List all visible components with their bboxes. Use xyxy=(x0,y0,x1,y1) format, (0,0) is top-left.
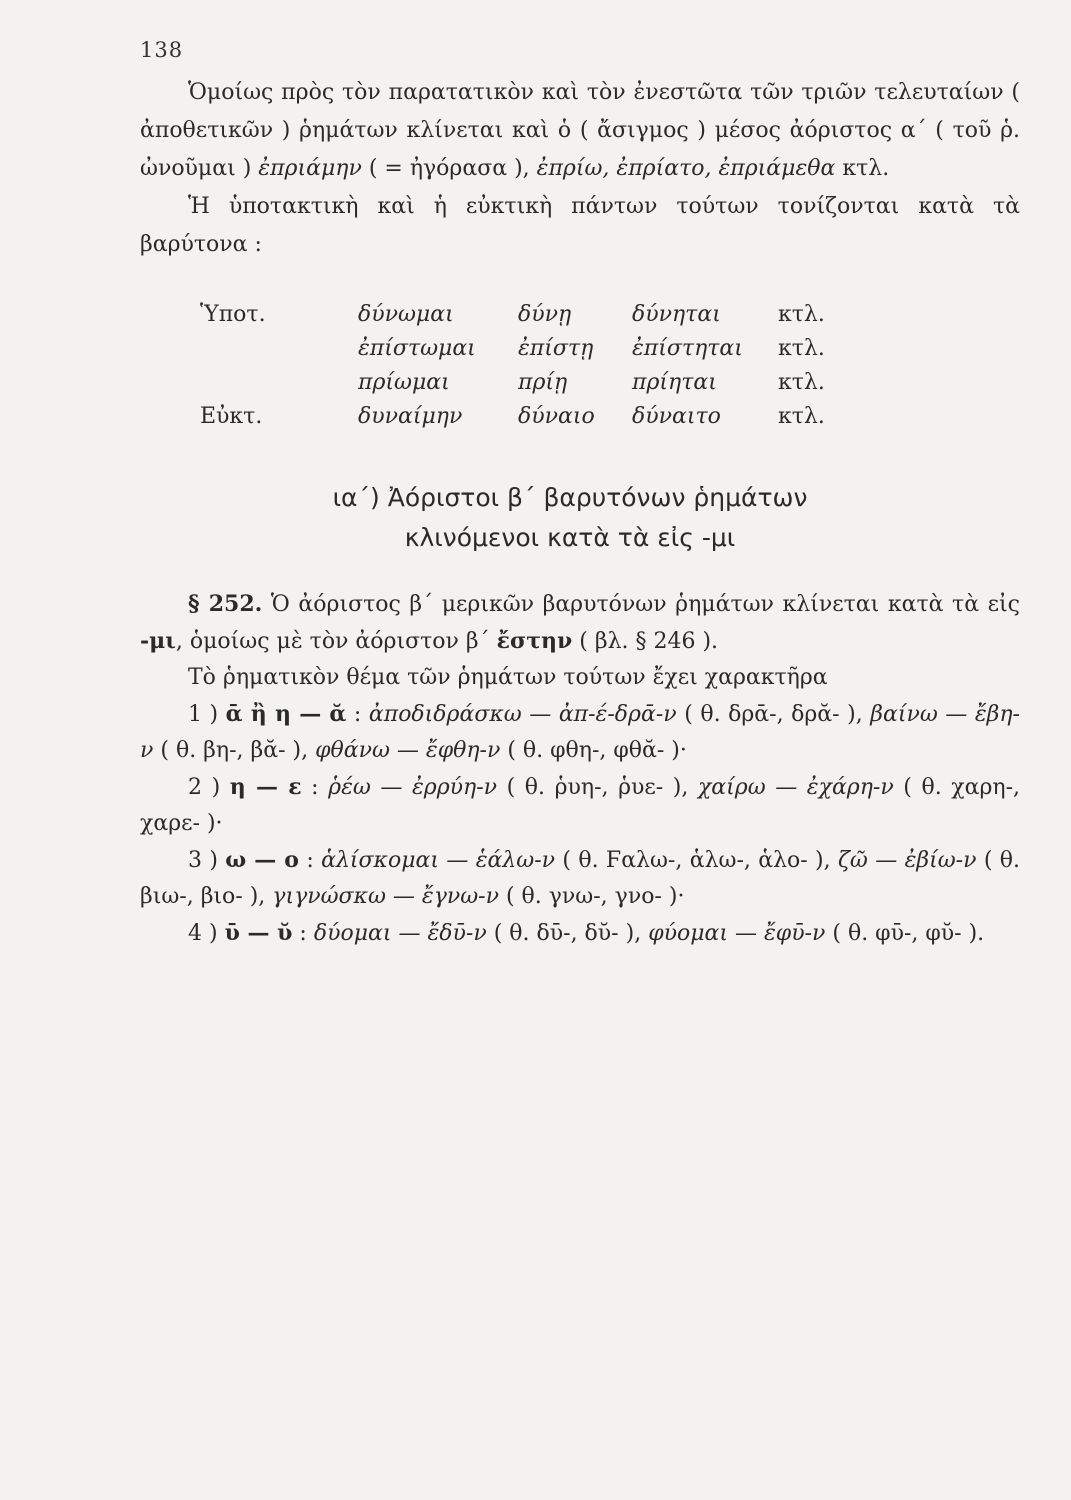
form-cell: πρίῃ xyxy=(518,370,568,395)
mood-label: Εὐκτ. xyxy=(200,404,263,429)
conjugation-table xyxy=(200,302,960,438)
list-item: 1 ) ᾱ ἢ η — ᾰ : ἀποδιδράσκω — ἀπ-έ-δρᾱ-ν ( θ. δρᾱ-, δρᾰ- ), βαίνω — ἔβη-ν ( θ. βη-, βᾰ- ), φθάνω — ἔφθη-ν ( θ. φθη-, φθᾰ- )· xyxy=(140,701,1020,763)
form-cell: ἐπίστηται xyxy=(632,336,743,361)
table-row xyxy=(200,302,960,336)
table-row xyxy=(200,404,960,438)
form-cell: δύναιτο xyxy=(632,404,721,429)
form-cell: δυναίμην xyxy=(358,404,463,429)
etc-cell: κτλ. xyxy=(778,302,825,327)
list-item: 2 ) η — ε : ῥέω — ἐρρύη-ν ( θ. ῥυη-, ῥυε- ), χαίρω — ἐχάρη-ν ( θ. χαρη-, χαρε- )· xyxy=(140,774,1021,836)
intro-paragraph-2: Ἡ ὑποτακτικὴ καὶ ἡ εὐκτικὴ πάντων τούτων τονίζονται κατὰ τὰ βαρύτονα : xyxy=(140,194,1020,257)
section-number: § 252. xyxy=(188,591,263,617)
section-heading xyxy=(140,478,1000,558)
form-cell: ἐπίστωμαι xyxy=(358,336,476,361)
form-cell: πρίωμαι xyxy=(358,370,450,395)
form-cell: δύνωμαι xyxy=(358,302,454,327)
etc-cell: κτλ. xyxy=(778,370,825,395)
heading-line-1: ια΄) Ἀόριστοι β΄ βαρυτόνων ῥημάτων xyxy=(332,483,808,512)
etc-cell: κτλ. xyxy=(778,336,825,361)
table-row xyxy=(200,370,960,404)
intro-text xyxy=(140,74,1020,264)
mood-label: Ὑποτ. xyxy=(200,302,266,327)
etc-cell: κτλ. xyxy=(778,404,825,429)
section-252 xyxy=(140,586,1020,952)
form-cell: ἐπίστῃ xyxy=(518,336,594,361)
form-cell: δύνῃ xyxy=(518,302,572,327)
section-paragraph-1: § 252. Ὁ ἀόριστος β΄ μερικῶν βαρυτόνων ῥημάτων κλίνεται κατὰ τὰ εἰς -μι, ὁμοίως μὲ τὸν ἀόριστον β΄ ἔστην ( βλ. § 246 ). xyxy=(140,591,1021,654)
list-item: 4 ) ῡ — ῠ : δύομαι — ἔδῡ-ν ( θ. δῡ-, δῠ- ), φύομαι — ἔφῡ-ν ( θ. φῡ-, φῠ- ). xyxy=(188,920,985,946)
intro-paragraph-1: Ὁμοίως πρὸς τὸν παρατατικὸν καὶ τὸν ἐνεστῶτα τῶν τριῶν τελευταίων ( ἀποθετικῶν ) ῥημάτων κλίνεται καὶ ὁ ( ἄσιγμος ) μέσος ἀόριστος α΄ ( τοῦ ῥ. ὠνοῦμαι ) ἐπριάμην ( = ἠγόρασα ), ἐπρίω, ἐπρίατο, ἐπριάμεθα κτλ. xyxy=(140,80,1020,181)
form-cell: δύναιο xyxy=(518,404,595,429)
heading-line-2: κλινόμενοι κατὰ τὰ εἰς -μι xyxy=(404,523,736,552)
table-row xyxy=(200,336,960,370)
page-number: 138 xyxy=(140,38,184,62)
form-cell: πρίηται xyxy=(632,370,717,395)
form-cell: δύνηται xyxy=(632,302,721,327)
list-item: 3 ) ω — ο : ἁλίσκομαι — ἑάλω-ν ( θ. Ϝαλω-, ἁλω-, ἁλο- ), ζῶ — ἐβίω-ν ( θ. βιω-, βιο- ), γιγνώσκω — ἔγνω-ν ( θ. γνω-, γνο- )· xyxy=(140,847,1020,909)
section-paragraph-2: Τὸ ῥηματικὸν θέμα τῶν ῥημάτων τούτων ἔχει χαρακτῆρα xyxy=(188,665,828,690)
